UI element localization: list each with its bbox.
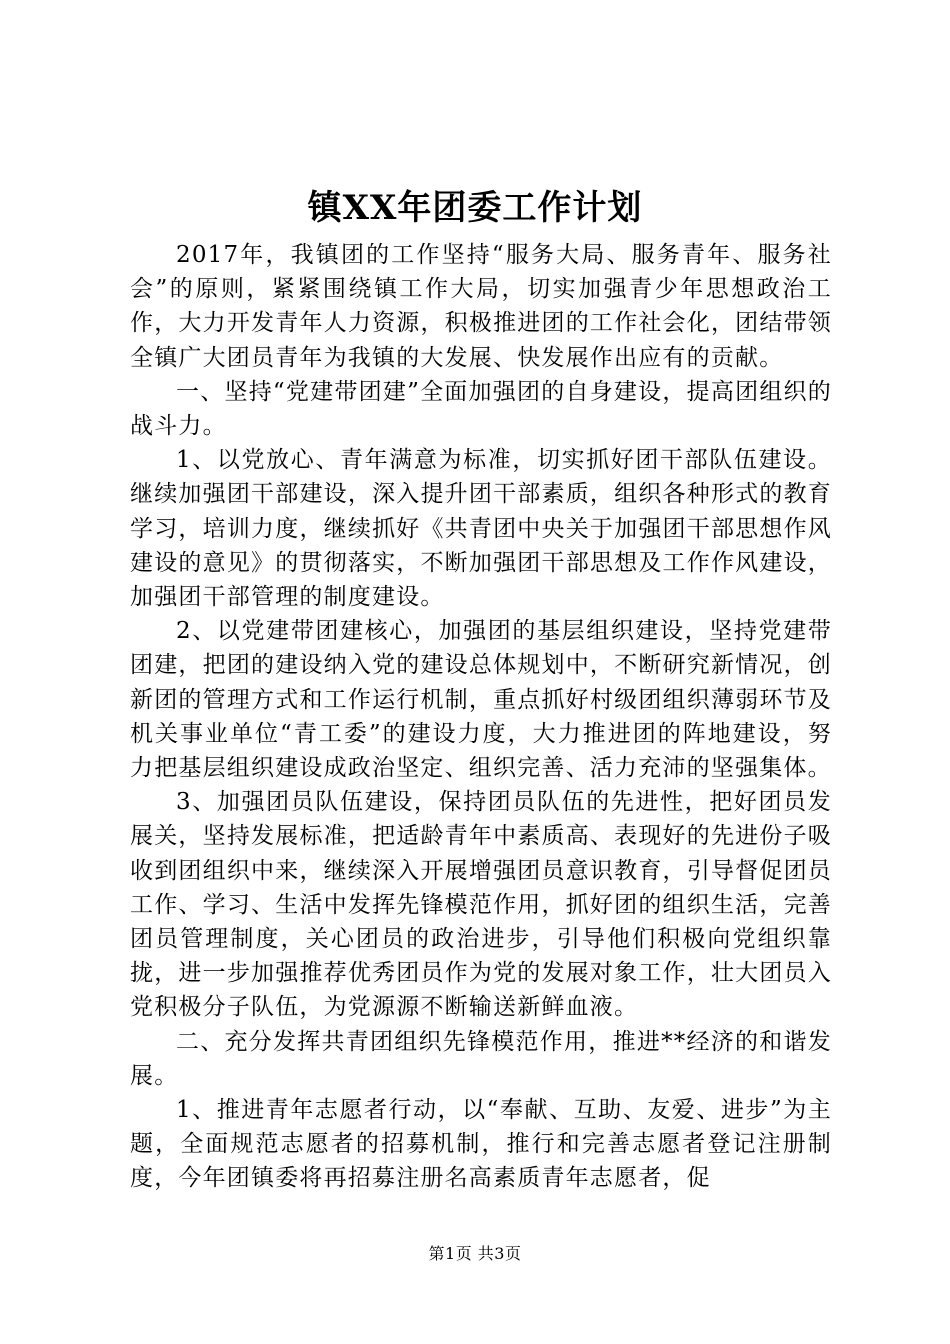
item-paragraph-1-2: 2、以党建带团建核心，加强团的基层组织建设，坚持党建带团建，把团的建设纳入党的建设总体规划中，不断研究新情况，创新团的管理方式和工作运行机制，重点抓好村级团组织薄弱环节及机关事业单位“青工委”的建设力度，大力推进团的阵地建设，努力把基层组织建设成政治坚定、组织完善、活力充沛的坚强集体。: [130, 618, 832, 782]
section-heading-2: 二、充分发挥共青团组织先锋模范作用，推进**经济的和谐发展。: [130, 1028, 832, 1089]
document-body: [130, 238, 832, 1196]
intro-paragraph: 2017年，我镇团的工作坚持“服务大局、服务青年、服务社会”的原则，紧紧围绕镇工作大局，切实加强青少年思想政治工作，大力开发青年人力资源，积极推进团的工作社会化，团结带领全镇广大团员青年为我镇的大发展、快发展作出应有的贡献。: [130, 242, 832, 371]
item-paragraph-1-3: 3、加强团员队伍建设，保持团员队伍的先进性，把好团员发展关，坚持发展标准，把适龄青年中素质高、表现好的先进份子吸收到团组织中来，继续深入开展增强团员意识教育，引导督促团员工作、学习、生活中发挥先锋模范作用，抓好团的组织生活，完善团员管理制度，关心团员的政治进步，引导他们积极向党组织靠拢，进一步加强推荐优秀团员作为党的发展对象工作，壮大团员入党积极分子队伍，为党源源不断输送新鲜血液。: [130, 789, 832, 1021]
page-number-footer: 第1页 共3页: [428, 1244, 522, 1263]
item-paragraph-1-1: 1、以党放心、青年满意为标准，切实抓好团干部队伍建设。继续加强团干部建设，深入提升团干部素质，组织各种形式的教育学习，培训力度，继续抓好《共青团中央关于加强团干部思想作风建设的意见》的贯彻落实，不断加强团干部思想及工作作风建设，加强团干部管理的制度建设。: [130, 447, 832, 611]
document-title: 镇XX年团委工作计划: [307, 188, 643, 228]
section-heading-1: 一、坚持“党建带团建”全面加强团的自身建设，提高团组织的战斗力。: [130, 378, 832, 440]
item-paragraph-2-1: 1、推进青年志愿者行动，以“奉献、互助、友爱、进步”为主题，全面规范志愿者的招募机制，推行和完善志愿者登记注册制度，今年团镇委将再招募注册名高素质青年志愿者，促: [130, 1097, 832, 1192]
